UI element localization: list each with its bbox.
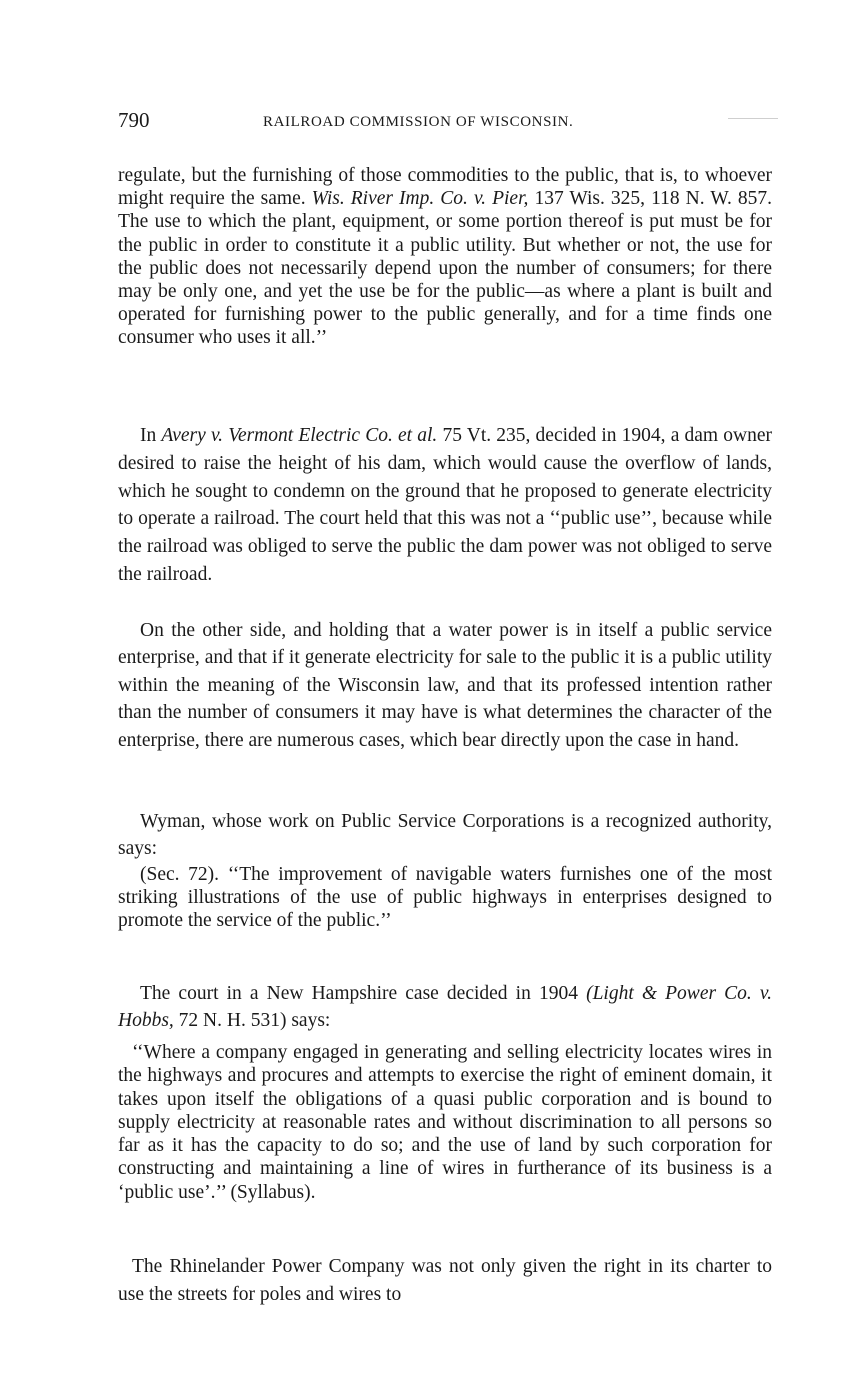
- paragraph-quote-continuation: [118, 164, 772, 350]
- case-citation: Avery v. Vermont Electric Co. et al.: [161, 425, 438, 446]
- page-header: [118, 108, 778, 138]
- paragraph-rhinelander: The Rhinelander Power Company was not only given the right in its charter to use the streets for poles and wires to: [118, 1256, 772, 1305]
- paragraph-new-hampshire: [118, 980, 772, 1035]
- case-citation: (Light & Power Co. v. Hobbs,: [118, 983, 772, 1032]
- text-segment: 75 Vt. 235, decided in 1904, a dam owner desired to raise the height of his dam, which would cause the overflow of lands, which he sought to condemn on the ground that he proposed to generate electricity to operate a railroad. The court held that this was not a ‘‘public use’’, because while the railroad was obliged to serve the public the dam power was not obliged to serve the railroad.: [118, 425, 772, 585]
- text-segment: regulate, but the furnishing of those commodities to the public, that is, to whoever might require the same.: [118, 165, 772, 210]
- block-quote-syllabus: ‘‘Where a company engaged in generating and selling electricity locates wires in the highways and procures and attempts to exercise the right of eminent domain, it takes upon itself the obligations of a quasi public corporation and is bound to supply electricity at reasonable rates and without discrimination to all persons so far as it has the capacity to do so; and the use of land by such corporation for constructing and maintaining a line of wires in furtherance of its business is a ‘public use’.’’ (Syllabus).: [118, 1042, 772, 1203]
- page-number: 790: [118, 108, 150, 132]
- paragraph-other-side: On the other side, and holding that a water power is in itself a public service enterprise, and that if it generate electricity for sale to the public it is a public utility within the meaning of the Wisconsin law, and that its professed intention rather than the number of consumers it may have is what determines the character of the enterprise, there are numerous cases, which bear directly upon the case in hand.: [118, 620, 772, 751]
- text-segment: 137 Wis. 325, 118 N. W. 857. The use to which the plant, equipment, or some portion thereof is put must be for the public in order to constitute it a public utility. But whether or not, the use for the public does not necessarily depend upon the number of consumers; for there may be only one, and yet the use be for the public—as where a plant is built and operated for furnishing power to the public generally, and for a time finds one consumer who uses it all.’’: [118, 188, 772, 349]
- block-quote-wyman: (Sec. 72). ‘‘The improvement of navigable waters furnishes one of the most striking illustrations of the use of public highways in enterprises designed to promote the service of the public.’’: [118, 864, 772, 932]
- text-segment: 72 N. H. 531) says:: [173, 1010, 331, 1032]
- paragraph-avery-case: [118, 422, 772, 589]
- running-head: RAILROAD COMMISSION OF WISCONSIN.: [263, 114, 574, 130]
- case-citation: Wis. River Imp. Co. v. Pier,: [311, 188, 529, 210]
- header-rule: [728, 118, 778, 119]
- paragraph-wyman: Wyman, whose work on Public Service Corporations is a recognized authority, says:: [118, 811, 772, 860]
- text-segment: The court in a New Hampshire case decided in 1904: [140, 983, 587, 1004]
- text-segment: In: [140, 425, 162, 446]
